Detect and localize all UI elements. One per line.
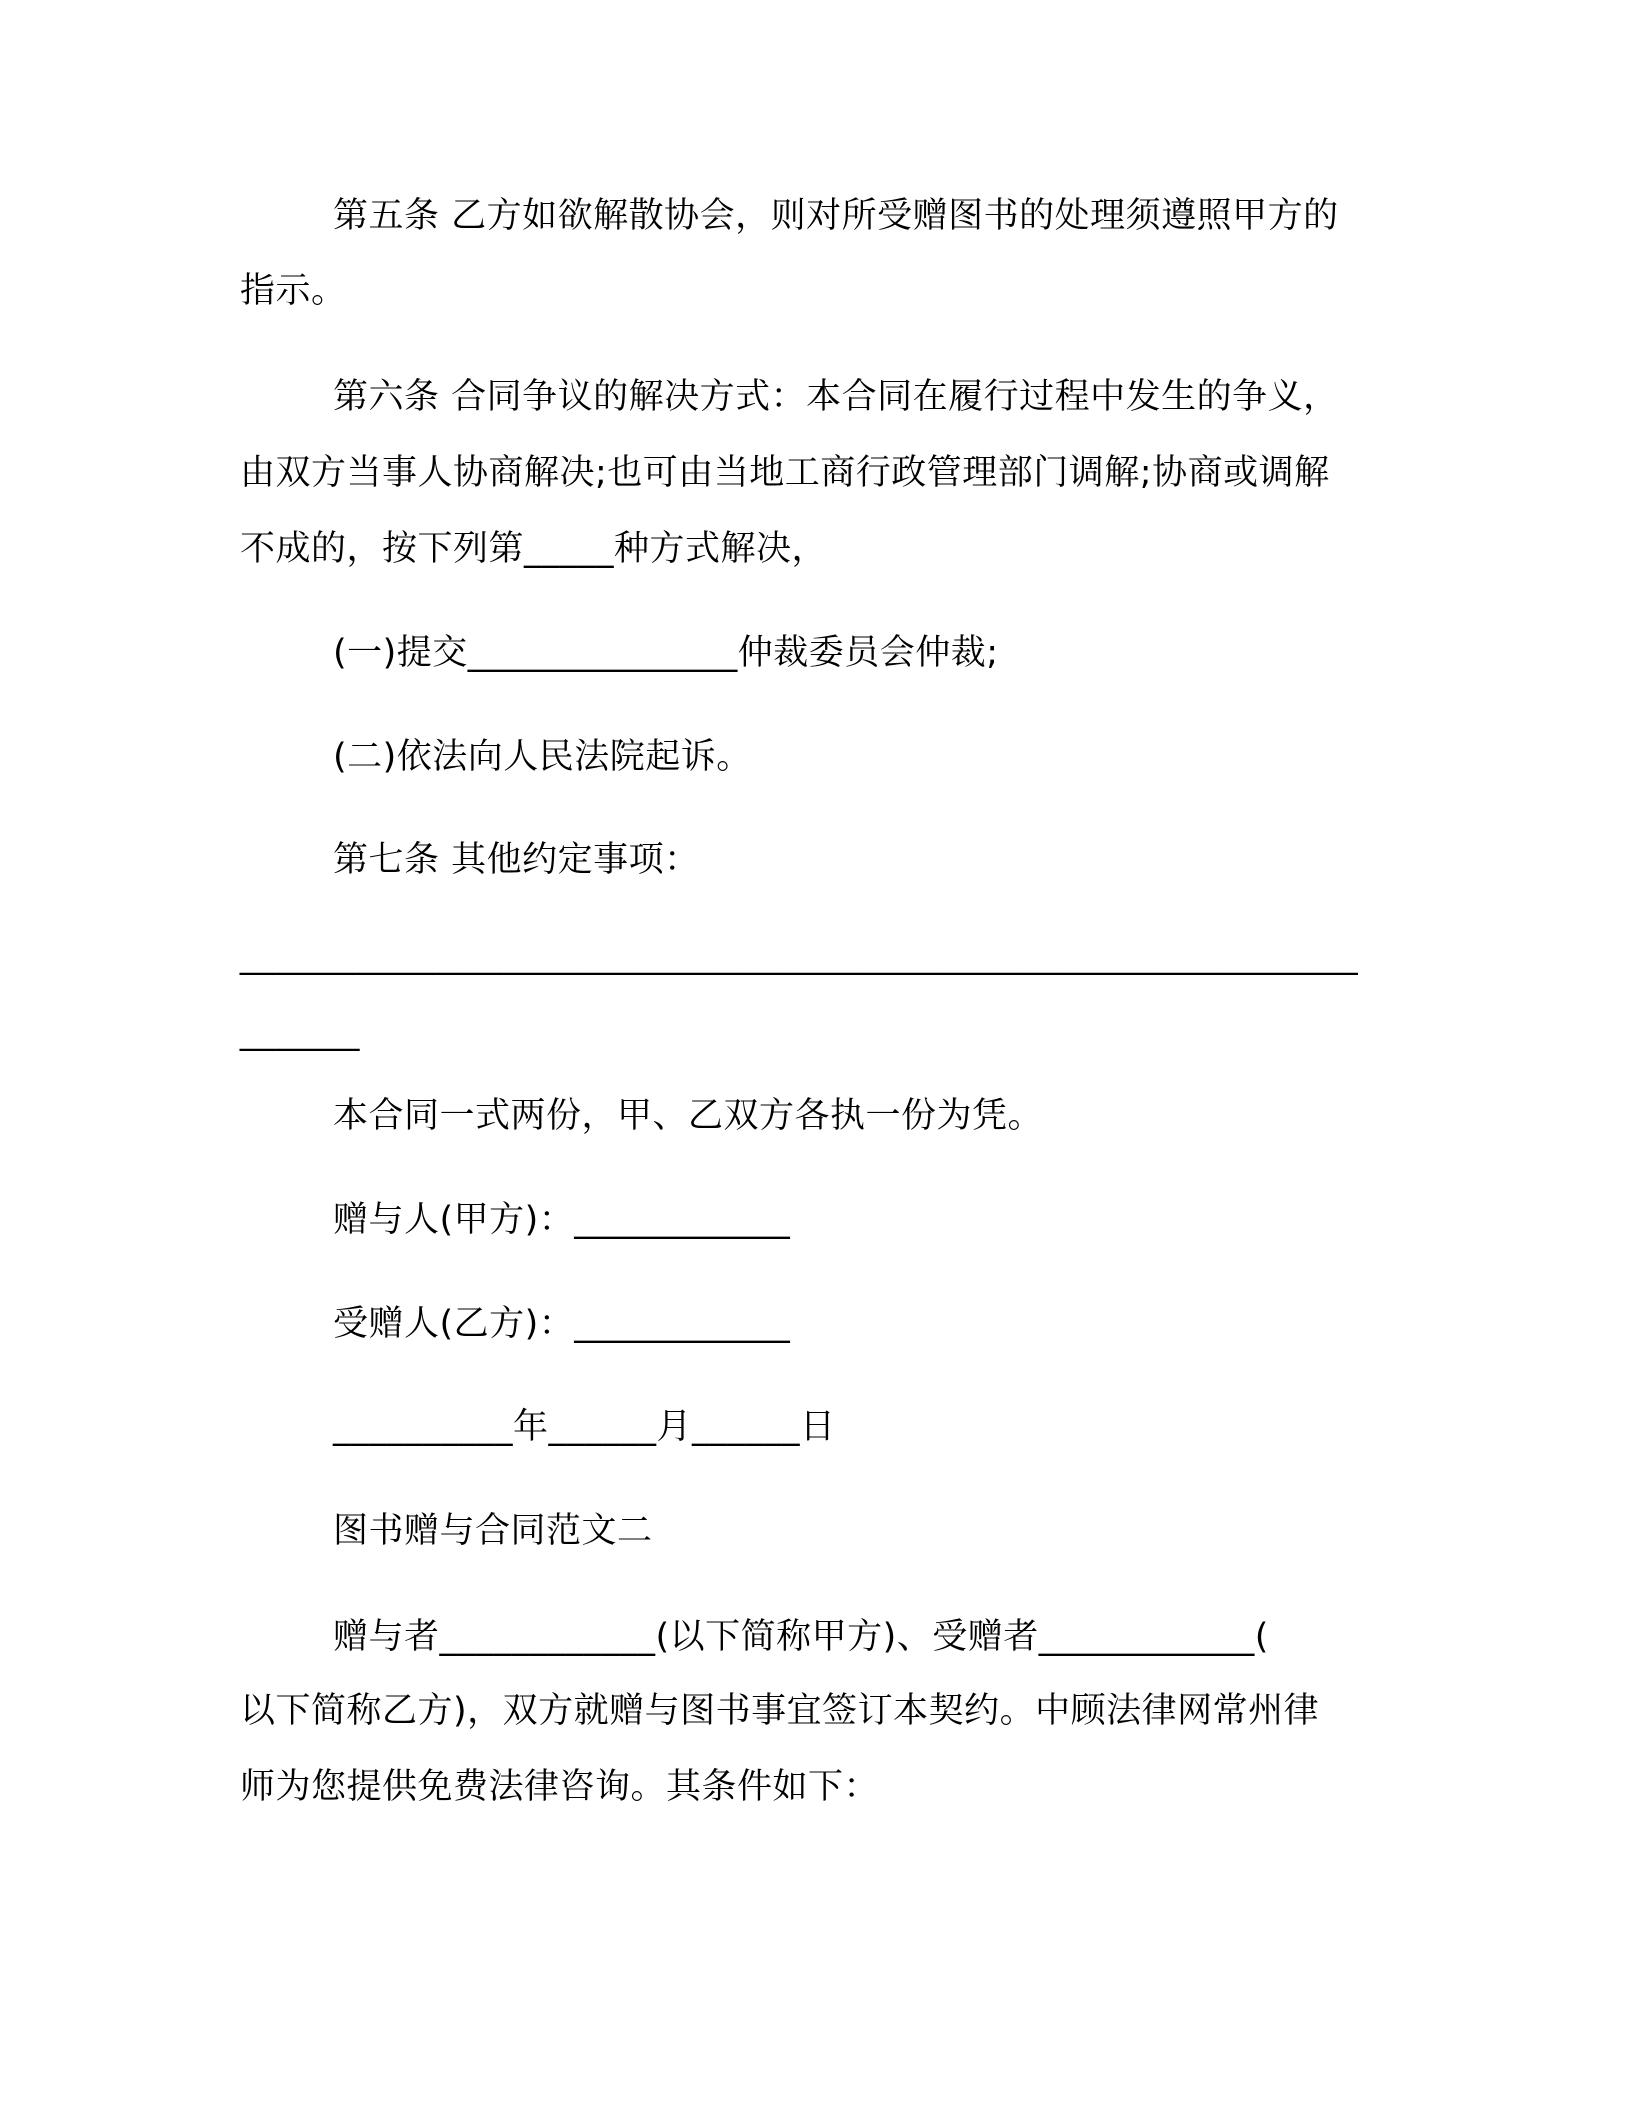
donor-signature: 赠与人(甲方)：____________ <box>333 1200 791 1240</box>
donee-signature: 受赠人(乙方)：____________ <box>333 1304 791 1344</box>
intro-line-1: 赠与者____________(以下简称甲方)、受赠者____________( <box>333 1617 1269 1657</box>
article-6-line-3: 不成的，按下列第_____种方式解决， <box>240 529 828 569</box>
option-2: (二)依法向人民法院起诉。 <box>333 737 752 777</box>
section-title: 图书赠与合同范文二 <box>333 1511 653 1551</box>
copies-clause: 本合同一式两份，甲、乙双方各执一份为凭。 <box>333 1096 1044 1136</box>
article-6-line-1: 第六条 合同争议的解决方式：本合同在履行过程中发生的争义， <box>333 377 1339 417</box>
article-5-line-2: 指示。 <box>240 271 347 311</box>
intro-line-3: 师为您提供免费法律咨询。其条件如下： <box>240 1767 880 1807</box>
article-5-line-1: 第五条 乙方如欲解散协会，则对所受赠图书的处理须遵照甲方的 <box>333 196 1339 236</box>
article-6-line-2: 由双方当事人协商解决;也可由当地工商行政管理部门调解;协商或调解 <box>240 453 1330 493</box>
blank-line-2: ______ <box>240 1013 360 1052</box>
article-7-heading: 第七条 其他约定事项： <box>333 840 700 880</box>
option-1: (一)提交_______________仲裁委员会仲裁; <box>333 633 999 673</box>
blank-line-1: ________________________________________________________ <box>240 937 1359 976</box>
intro-line-2: 以下简称乙方)，双方就赠与图书事宜签订本契约。中顾法律网常州律 <box>240 1691 1320 1731</box>
date-line: __________年______月______日 <box>333 1407 836 1447</box>
